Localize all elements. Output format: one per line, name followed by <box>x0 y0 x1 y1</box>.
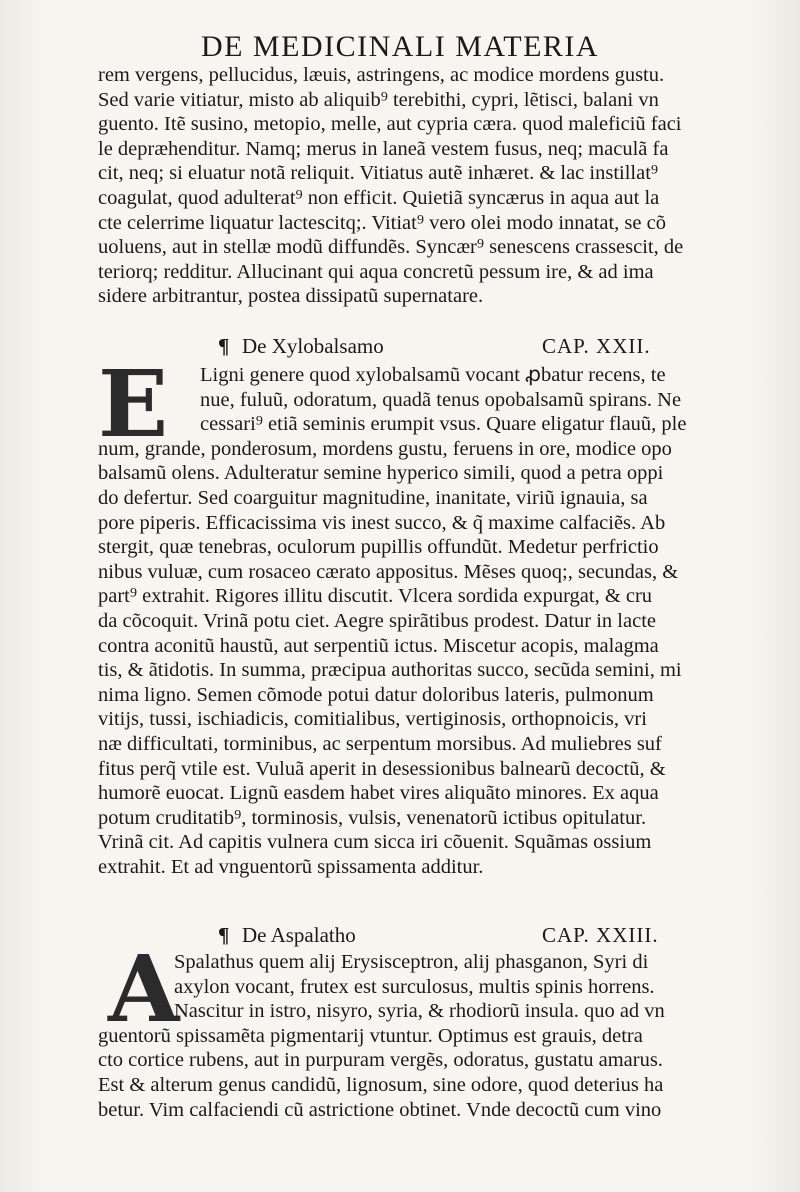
text-line: nima ligno. Semen cõmode potui datur doloribus lateris, pulmonum <box>98 683 654 706</box>
text-line: uoluens, aut in stellæ modũ diffundẽs. Syncær⁹ senescens crassescit, de <box>98 236 684 259</box>
pilcrow-icon: ¶ <box>218 334 230 358</box>
text-line: cte celerrime liquatur lactescitq;. Vitiat⁹ vero olei modo innatat, se cõ <box>98 211 666 234</box>
text-line: Nascitur in istro, nisyro, syria, & rhodiorũ insula. quo ad vn <box>174 1000 665 1023</box>
text-line: le depræhenditur. Namq; merus in laneã vestem fusus, neq; maculã fa <box>98 137 669 160</box>
text-line: extrahit. Et ad vnguentorũ spissamenta additur. <box>98 855 484 878</box>
text-line: fitus perq̃ vtile est. Vuluã aperit in desessionibus balnearũ decoctũ, & <box>98 757 666 780</box>
text-line: nibus vuluæ, cum rosaceo cærato appositus. Mẽses quoq;, secundas, & <box>98 560 679 583</box>
text-line: betur. Vim calfaciendi cũ astrictione obtinet. Vnde decoctũ cum vino <box>98 1098 662 1121</box>
text-line: teriorq; redditur. Allucinant qui aqua concretũ pessum ire, & ad ima <box>98 260 654 283</box>
text-line: pore piperis. Efficacissima vis inest succo, & q̃ maxime calfaciẽs. Ab <box>98 511 666 534</box>
text-line: sidere arbitrantur, postea dissipatũ supernatare. <box>98 285 484 308</box>
text-line: Sed varie vitiatur, misto ab aliquib⁹ terebithi, cypri, lẽtisci, balani vn <box>98 88 659 111</box>
text-line: stergit, quæ tenebras, oculorum pupillis offundũt. Medetur perfrictio <box>98 536 659 559</box>
text-line: do defertur. Sed coarguitur magnitudine, inanitate, viriũ ignauia, sa <box>98 486 648 509</box>
text-line: contra aconitũ haustũ, aut serpentiũ ictus. Miscetur acopis, malagma <box>98 634 659 657</box>
paragraph-aspalatho <box>98 950 770 1122</box>
text-line: da cõcoquit. Vrinã potu ciet. Aegre spirãtibus prodest. Datur in lacte <box>98 609 656 632</box>
text-line: rem vergens, pellucidus, læuis, astringens, ac modice mordens gustu. <box>98 64 665 86</box>
chapter-number: CAP. XXII. <box>542 334 651 358</box>
decorated-initial: A <box>108 935 180 1043</box>
text-line: vitijs, tussi, ischiadicis, comitialibus, vertiginosis, orthopnoicis, vri <box>98 708 647 731</box>
text-line: balsamũ olens. Adulteratur semine hyperico simili, quod a petra oppi <box>98 462 664 485</box>
text-line: cit, neq; si eluatur notã reliquit. Vitiatus autẽ inhæret. & lac instillat⁹ <box>98 162 659 185</box>
text-line: coagulat, quod adulterat⁹ non efficit. Quietiã syncærus in aqua aut la <box>98 186 660 209</box>
paragraph-xylobalsamo <box>98 363 770 879</box>
text-line: humorẽ euocat. Lignũ easdem habet vires aliquãto minores. Ex aqua <box>98 782 659 805</box>
chapter-heading-xylobalsamo <box>218 334 768 360</box>
text-line: Spalathus quem alij Erysisceptron, alij phasganon, Syri di <box>174 951 649 973</box>
text-line: num, grande, ponderosum, mordens gustu, feruens in ore, modice opo <box>98 437 672 460</box>
text-line: Ligni genere quod xylobalsamũ vocant ꝓbatur recens, te <box>200 364 666 386</box>
decorated-initial: E <box>98 350 169 458</box>
text-line: tis, & ãtidotis. In summa, præcipua authoritas succo, secũda semini, mi <box>98 659 682 682</box>
chapter-heading-aspalatho <box>218 923 768 949</box>
text-line: Vrinã cit. Ad capitis vulnera cum sicca iri cõuenit. Squãmas ossium <box>98 831 652 854</box>
text-line: guento. Itẽ susino, metopio, melle, aut cypria cæra. quod maleficiũ faci <box>98 113 682 136</box>
chapter-title: De Aspalatho <box>242 923 356 947</box>
text-line: cessari⁹ etiã seminis erumpit vsus. Quare eligatur flauũ, ple <box>200 413 687 436</box>
paragraph-opobalsamum-end <box>98 63 770 309</box>
text-line: cto cortice rubens, aut in purpuram vergẽs, odoratus, gustatu amarus. <box>98 1049 663 1072</box>
text-line: Est & alterum genus candidũ, lignosum, sine odore, quod deterius ha <box>98 1073 664 1096</box>
text-line: nue, fuluũ, odoratum, quadã tenus opobalsamũ spirans. Ne <box>200 388 682 411</box>
chapter-title: De Xylobalsamo <box>242 334 384 358</box>
text-line: næ difficultati, torminibus, ac serpentum morsibus. Ad muliebres suf <box>98 732 662 755</box>
text-line: potum cruditatib⁹, torminosis, vulsis, venenatorũ ictibus opitulatur. <box>98 806 647 829</box>
text-line: part⁹ extrahit. Rigores illitu discutit. Vlcera sordida expurgat, & cru <box>98 585 653 608</box>
text-line: guentorũ spissamẽta pigmentarij vtuntur. Optimus est grauis, detra <box>98 1024 643 1047</box>
running-header: DE MEDICINALI MATERIA <box>200 30 600 63</box>
text-line: axylon vocant, frutex est surculosus, multis spinis horrens. <box>174 975 655 998</box>
chapter-number: CAP. XXIII. <box>542 923 659 947</box>
pilcrow-icon: ¶ <box>218 923 230 947</box>
